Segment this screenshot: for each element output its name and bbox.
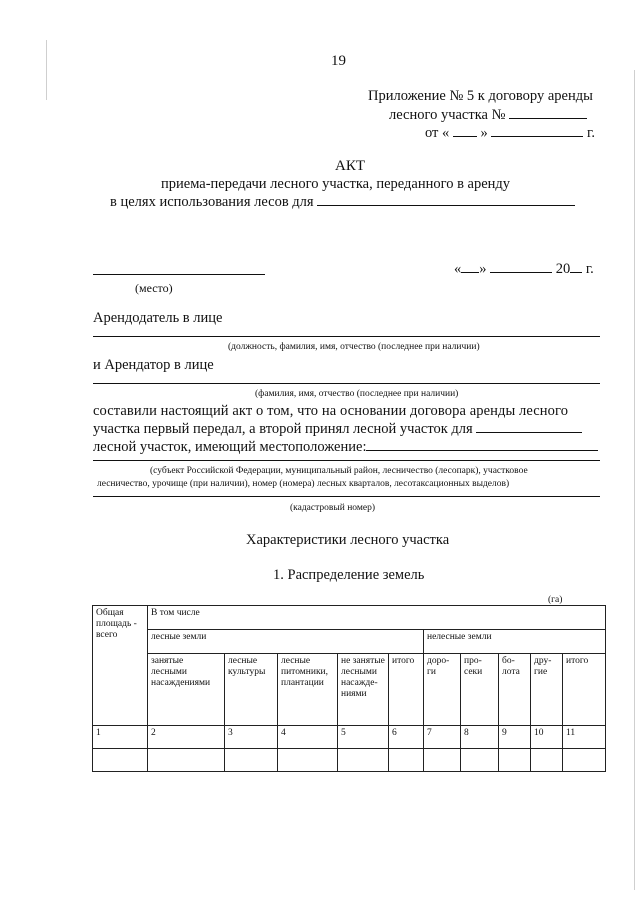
column-number: 9 xyxy=(499,726,531,749)
purpose-blank[interactable] xyxy=(317,205,575,206)
column-number: 3 xyxy=(225,726,278,749)
lessor-caption: (должность, фамилия, имя, отчество (последнее при наличии) xyxy=(228,342,480,352)
cadastral-caption: (кадастровый номер) xyxy=(290,503,376,513)
column-number: 11 xyxy=(563,726,606,749)
act-subtitle-line2 xyxy=(110,194,575,211)
including-header: В том числе xyxy=(148,606,606,630)
forest-lands-header: лесные земли xyxy=(148,630,424,654)
date-month-blank[interactable] xyxy=(490,272,552,273)
data-cell[interactable] xyxy=(531,749,563,772)
date-line xyxy=(454,261,594,278)
lessee-label: и Арендатор в лице xyxy=(93,357,214,373)
lessor-label: Арендодатель в лице xyxy=(93,310,223,326)
purpose-label: в целях использования лесов для xyxy=(110,194,314,210)
subheader-cell: бо- лота xyxy=(499,654,531,726)
month-year-blank[interactable] xyxy=(491,136,583,137)
statement-line3 xyxy=(93,439,598,456)
statement-line2-text: участка первый передал, а второй принял лесной участок для xyxy=(93,421,473,437)
appendix-from-label: от « xyxy=(425,125,450,141)
subheader-cell: про- секи xyxy=(461,654,499,726)
data-cell[interactable] xyxy=(338,749,389,772)
column-number: 8 xyxy=(461,726,499,749)
column-number: 7 xyxy=(424,726,461,749)
statement-line1: составили настоящий акт о том, что на основании договора аренды лесного xyxy=(93,403,569,419)
place-caption: (место) xyxy=(135,281,173,295)
column-number-row xyxy=(93,726,606,749)
date-quote-open: « xyxy=(454,261,462,277)
page-number: 19 xyxy=(331,53,346,69)
day-blank[interactable] xyxy=(453,136,477,137)
act-title: АКТ xyxy=(335,158,365,174)
characteristics-title: Характеристики лесного участка xyxy=(246,532,450,548)
lessee-blank[interactable] xyxy=(93,383,600,384)
cadastral-blank[interactable] xyxy=(93,496,600,497)
appendix-line1: Приложение № 5 к договору аренды xyxy=(368,88,593,104)
data-cell[interactable] xyxy=(424,749,461,772)
unit-label: (га) xyxy=(548,595,563,605)
scan-edge-mark xyxy=(46,40,47,100)
subheader-cell: итого xyxy=(389,654,424,726)
appendix-contract-label: лесного участка № xyxy=(389,107,506,123)
column-number: 5 xyxy=(338,726,389,749)
section1-title: 1. Распределение земель xyxy=(273,567,425,583)
location-caption-line1: (субъект Российской Федерации, муниципальный район, лесничество (лесопарк), участковое xyxy=(150,466,528,476)
lessor-blank[interactable] xyxy=(93,336,600,337)
location-blank-2[interactable] xyxy=(93,460,600,461)
location-blank-inline[interactable] xyxy=(366,450,598,451)
subheader-cell: не занятые лесными насажде- ниями xyxy=(338,654,389,726)
subheader-cell: итого xyxy=(563,654,606,726)
column-number: 1 xyxy=(93,726,148,749)
data-cell[interactable] xyxy=(278,749,338,772)
lessee-caption: (фамилия, имя, отчество (последнее при наличии) xyxy=(255,389,459,399)
appendix-line3 xyxy=(425,125,595,142)
quote-close: » xyxy=(480,125,488,141)
scan-edge-mark xyxy=(634,70,635,890)
column-number: 2 xyxy=(148,726,225,749)
place-blank[interactable] xyxy=(93,274,265,275)
data-cell[interactable] xyxy=(93,749,148,772)
year-prefix: 20 xyxy=(555,261,571,277)
date-year-suffix: г. xyxy=(585,261,594,277)
contract-number-blank[interactable] xyxy=(509,118,587,119)
appendix-line2 xyxy=(389,107,587,124)
transfer-purpose-blank[interactable] xyxy=(476,432,582,433)
data-cell[interactable] xyxy=(225,749,278,772)
date-day-blank[interactable] xyxy=(461,272,479,273)
data-cell[interactable] xyxy=(563,749,606,772)
subheader-cell: лесные культуры xyxy=(225,654,278,726)
land-distribution-table xyxy=(92,605,606,772)
date-quote-close: » xyxy=(479,261,487,277)
location-caption-line2: лесничество, урочище (при наличии), номер (номера) лесных кварталов, лесотаксационных выделов) xyxy=(97,479,510,489)
column-number: 10 xyxy=(531,726,563,749)
year-blank[interactable] xyxy=(570,272,582,273)
subheader-cell: доро- ги xyxy=(424,654,461,726)
subheader-cell: лесные питомники, плантации xyxy=(278,654,338,726)
column-number: 4 xyxy=(278,726,338,749)
data-cell[interactable] xyxy=(148,749,225,772)
data-cell[interactable] xyxy=(499,749,531,772)
act-subtitle-line1: приема-передачи лесного участка, переданного в аренду xyxy=(161,176,511,192)
data-cell[interactable] xyxy=(389,749,424,772)
statement-line2 xyxy=(93,421,582,438)
subheader-cell: занятые лесными насаждениями xyxy=(148,654,225,726)
statement-line3-text: лесной участок, имеющий местоположение: xyxy=(93,439,367,455)
year-suffix: г. xyxy=(587,125,595,141)
nonforest-lands-header: нелесные земли xyxy=(424,630,606,654)
total-area-header: Общая площадь - всего xyxy=(93,606,148,726)
subheader-cell: дру- гие xyxy=(531,654,563,726)
data-cell[interactable] xyxy=(461,749,499,772)
column-number: 6 xyxy=(389,726,424,749)
table-row xyxy=(93,749,606,772)
